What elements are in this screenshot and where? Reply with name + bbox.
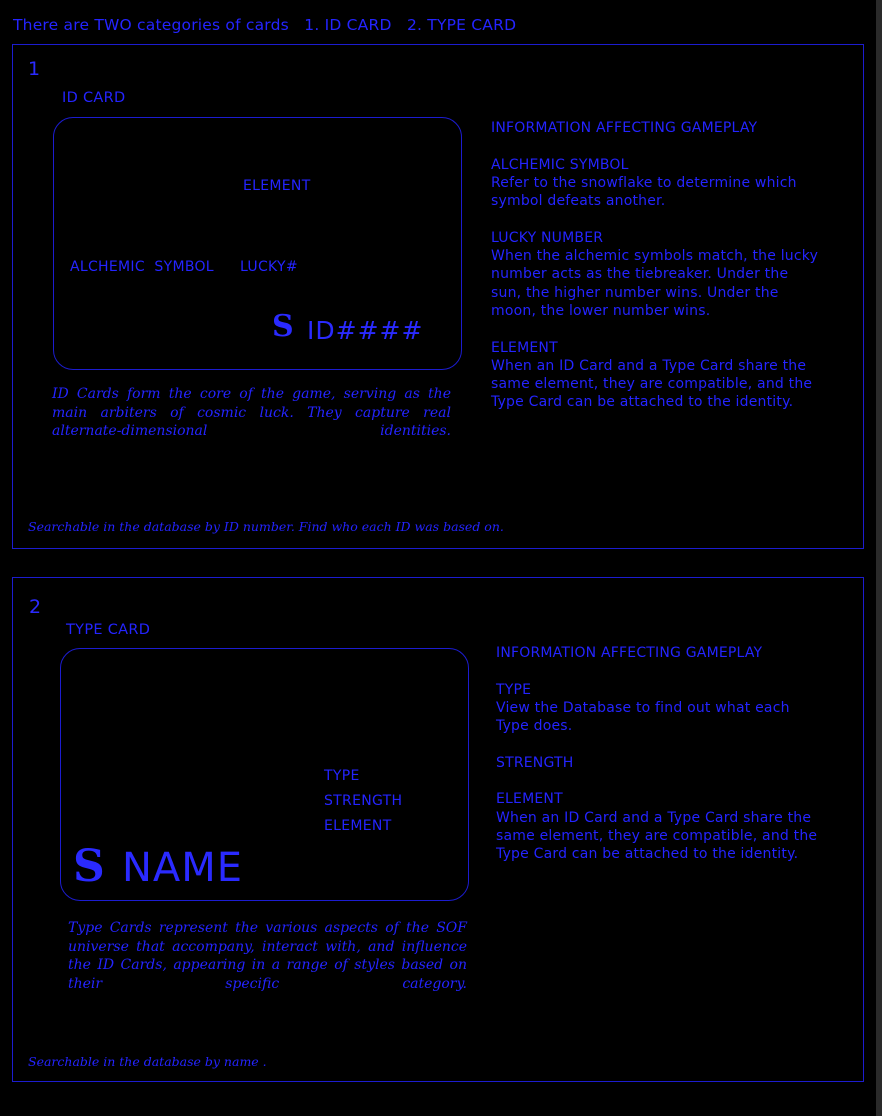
id-number-text: ID#### — [307, 316, 424, 345]
element-label: ELEMENT — [243, 178, 311, 194]
header-text: There are TWO categories of cards 1. ID CARD 2. TYPE CARD — [13, 16, 517, 34]
search-note: Searchable in the database by ID number. Find who each ID was based on. — [28, 519, 504, 534]
strength-label: STRENGTH — [324, 793, 403, 809]
name-text: NAME — [122, 845, 244, 891]
info-section-title: TYPE — [496, 681, 532, 698]
element-label: ELEMENT — [324, 818, 392, 834]
type-card-panel — [12, 577, 864, 1082]
panel-number: 1 — [28, 58, 41, 80]
id-card-description: ID Cards form the core of the game, serving as the main arbiters of cosmic luck. They capture real alternate-dimensional identities. — [52, 386, 451, 439]
info-section-title: ELEMENT — [491, 339, 558, 356]
info-section-body: When the alchemic symbols match, the lucky number acts as the tiebreaker. Under the sun, the higher number wins. Under the moon, the lower number wins. — [491, 248, 819, 319]
info-section-title: LUCKY NUMBER — [491, 229, 604, 246]
info-heading: INFORMATION AFFECTING GAMEPLAY — [496, 645, 763, 661]
type-label: TYPE — [324, 768, 360, 784]
id-card-template — [53, 117, 462, 370]
info-section-body: Refer to the snowflake to determine which symbol defeats another. — [491, 174, 797, 210]
type-card-template — [60, 648, 469, 901]
card-title: ID CARD — [62, 90, 126, 106]
sof-logo-icon: S — [73, 841, 105, 892]
info-section-title: ELEMENT — [496, 791, 563, 808]
id-card-panel — [12, 44, 864, 549]
gameplay-info — [491, 119, 821, 412]
info-section-body: View the Database to find out what each Type does. — [496, 699, 790, 735]
info-section-body: When an ID Card and a Type Card share the same element, they are compatible, and the Type Card can be attached to the identity. — [496, 809, 818, 863]
lucky-number-label: LUCKY# — [240, 259, 298, 275]
info-section-title: STRENGTH — [496, 754, 574, 771]
gameplay-info — [496, 644, 826, 864]
search-note: Searchable in the database by name . — [28, 1054, 267, 1069]
scrollbar[interactable] — [876, 0, 882, 1116]
card-title: TYPE CARD — [66, 622, 151, 638]
info-heading: INFORMATION AFFECTING GAMEPLAY — [491, 120, 758, 136]
info-section-body: When an ID Card and a Type Card share the same element, they are compatible, and the Type Card can be attached to the identity. — [491, 357, 813, 411]
panel-number: 2 — [29, 596, 42, 618]
sof-logo-icon: S — [272, 309, 294, 344]
info-section-title: ALCHEMIC SYMBOL — [491, 156, 629, 173]
alchemic-symbol-label: ALCHEMIC SYMBOL — [70, 259, 214, 275]
type-card-description: Type Cards represent the various aspects of the SOF universe that accompany, interact with, and influence the ID Cards, appearing in a range of styles based on their specific category. — [68, 920, 467, 992]
